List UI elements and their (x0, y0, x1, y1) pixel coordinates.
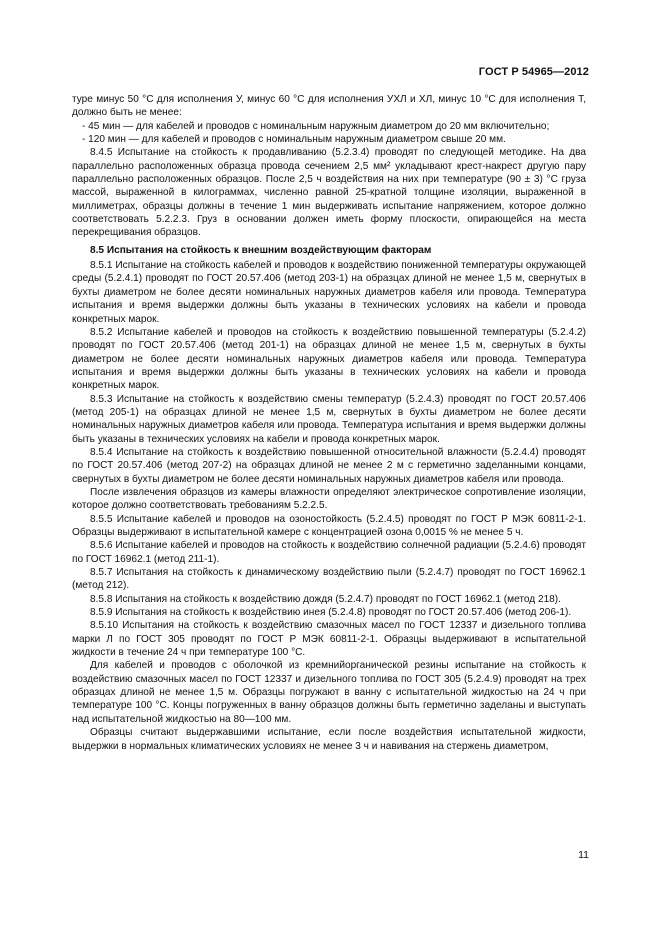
paragraph: 8.5.10 Испытания на стойкость к воздействию смазочных масел по ГОСТ 12337 и дизельного топлива марки Л по ГОСТ 305 проводят по ГОСТ Р МЭК 60811-2-1. Образцы выдерживают в испытательной жидкости в течение 24 ч при температуре 100 °С. (72, 620, 586, 659)
document-body (72, 93, 586, 753)
paragraph: 8.4.5 Испытание на стойкость к продавливанию (5.2.3.4) проводят по следующей методике. На два параллельно расположенных образца провода сечением 2,5 мм² укладывают крест-накрест другую пару параллельно расположенных образцов. После 2,5 ч воздействия на них при температуре (90 ± 3) °С груза массой, выраженной в килограммах, численно равной 25-кратной толщине изоляции, выраженной в миллиметрах, образцы должны в течение 1 мин выдерживать испытание напряжением, которое должно соответствовать 5.2.2.3. Груз в основании должен иметь форму плоскости, опирающейся на места перекрещивания образцов. (72, 147, 586, 239)
paragraph: 8.5.1 Испытание на стойкость кабелей и проводов к воздействию пониженной температуры окружающей среды (5.2.4.1) проводят по ГОСТ 20.57.406 (метод 203-1) на образцах длиной не менее 1,5 м, свернутых в бухты диаметром не более десяти номинальных наружных диаметров кабеля или провода. Температура испытания и время выдержки должны быть указаны в технических условиях на кабели и провода конкретных марок. (72, 260, 586, 325)
paragraph: 8.5.6 Испытание кабелей и проводов на стойкость к воздействию солнечной радиации (5.2.4.6) проводят по ГОСТ 16962.1 (метод 211-1). (72, 540, 586, 565)
document-header: ГОСТ Р 54965—2012 (478, 66, 589, 78)
paragraph: После извлечения образцов из камеры влажности определяют электрическое сопротивление изоляции, которое должно соответствовать требованиям 5.2.2.5. (72, 486, 586, 512)
paragraph: 8.5.5 Испытание кабелей и проводов на озоностойкость (5.2.4.5) проводят по ГОСТ Р МЭК 60811-2-1. Образцы выдерживают в испытательной камере с концентрацией озона 0,0015 % не менее 5 ч. (72, 513, 586, 538)
paragraph: Для кабелей и проводов с оболочкой из кремнийорганической резины испытание на стойкость к воздействию смазочных масел по ГОСТ 12337 и дизельного топлива по ГОСТ 305 (5.2.4.9) проводят на трех образцах длиной не менее 1,5 м. Образцы погружают в ванну с испытательной жидкостью на 24 ч при температуре 100 °С. Концы погруженных в ванну образцов должны быть герметично заделаны и выступать над испытательной жидкостью на 80—100 мм. (72, 660, 586, 725)
section-heading: 8.5 Испытания на стойкость к внешним воздействующим факторам (90, 244, 432, 256)
paragraph: 8.5.3 Испытание на стойкость к воздействию смены температур (5.2.4.3) проводят по ГОСТ 20.57.406 (метод 205-1) на образцах длиной не менее 1,5 м, свернутых в бухты диаметром не более десяти номинальных наружных диаметров кабеля или провода. Температура испытания и время выдержки должны быть указаны в технических условиях на кабели и провода конкретных марок. (72, 393, 586, 445)
paragraph: 8.5.7 Испытания на стойкость к динамическому воздействию пыли (5.2.4.7) проводят по ГОСТ 16962.1 (метод 212). (72, 567, 586, 592)
paragraph: Образцы считают выдержавшими испытание, если после воздействия испытательной жидкости, выдержки в нормальных климатических условиях не менее 3 ч и навивания на стержень диаметром, (72, 727, 586, 752)
list-item: - 120 мин — для кабелей и проводов с номинальным наружным диаметром свыше 20 мм. (82, 134, 506, 146)
paragraph: 8.5.2 Испытание кабелей и проводов на стойкость к воздействию повышенной температуры (5.2.4.2) проводят по ГОСТ 20.57.406 (метод 201-1) на образцах длиной не менее 1,5 м, свернутых в бухты диаметром не более десяти номинальных наружных диаметров кабеля или провода. Температура испытания и время выдержки должны быть указаны в технических условиях на кабели и провода конкретных марок. (72, 326, 586, 392)
paragraph: 8.5.9 Испытания на стойкость к воздействию инея (5.2.4.8) проводят по ГОСТ 20.57.406 (метод 206-1). (90, 607, 572, 619)
page-number: 11 (578, 849, 589, 861)
paragraph: 8.5.8 Испытания на стойкость к воздействию дождя (5.2.4.7) проводят по ГОСТ 16962.1 (метод 218). (90, 593, 561, 605)
list-item: - 45 мин — для кабелей и проводов с номинальным наружным диаметром до 20 мм включительно; (82, 120, 550, 132)
paragraph: туре минус 50 °С для исполнения У, минус 60 °С для исполнения УХЛ и ХЛ, минус 10 °С для исполнения Т, должно быть не менее: (72, 94, 586, 119)
paragraph: 8.5.4 Испытание на стойкость к воздействию повышенной относительной влажности (5.2.4.4) проводят по ГОСТ 20.57.406 (метод 207-2) на образцах длиной не менее 2 м с герметично заделанными концами, свернутых в бухты диаметром не более десяти номинальных наружных диаметров кабеля или провода. (72, 446, 586, 485)
